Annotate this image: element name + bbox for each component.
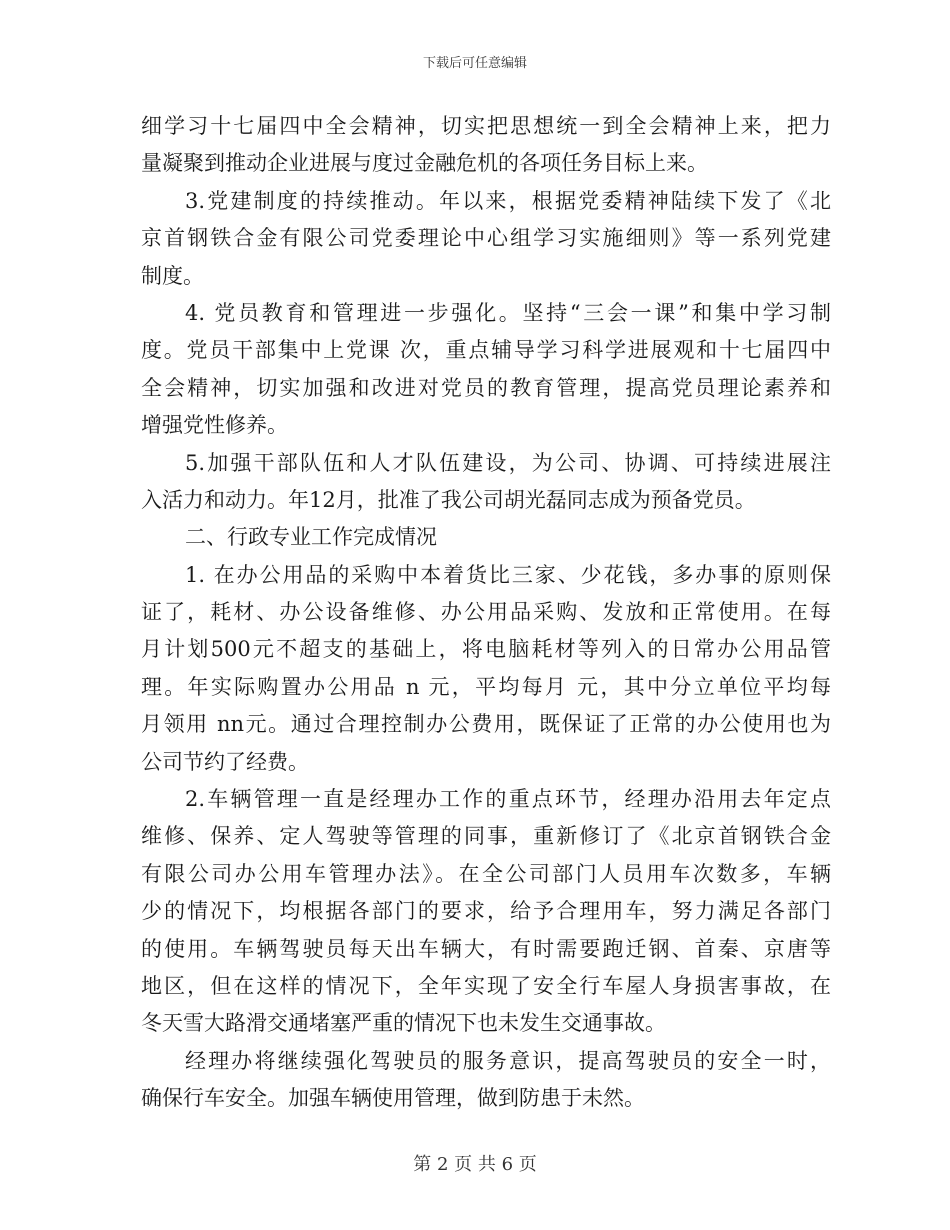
text-line: 全会精神，切实加强和改进对党员的教育管理，提高党员理论素养和 — [141, 375, 831, 400]
text-line: 月领用 nn元。通过合理控制办公费用，既保证了正常的办公使用也为 — [141, 712, 831, 737]
document-body — [141, 108, 831, 1118]
text-line: 证了，耗材、办公设备维修、办公用品采购、发放和正常使用。在每 — [141, 600, 831, 625]
text-line: 入活力和动力。年12月，批准了我公司胡光磊同志成为预备党员。 — [141, 487, 756, 512]
text-line: 3.党建制度的持续推动。年以来，根据党委精神陆续下发了《北 — [185, 188, 831, 213]
text-line: 京首钢铁合金有限公司党委理论中心组学习实施细则》等一系列党建 — [141, 226, 831, 251]
text-line: 月计划500元不超支的基础上，将电脑耗材等列入的日常办公用品管 — [141, 637, 831, 662]
page-header: 下载后可任意编辑 — [422, 56, 527, 71]
text-line: 1. 在办公用品的采购中本着货比三家、少花钱，多办事的原则保 — [185, 562, 831, 587]
text-line: 细学习十七届四中全会精神，切实把思想统一到全会精神上来，把力 — [141, 114, 831, 138]
text-line: 公司节约了经费。 — [141, 749, 309, 774]
text-line: 理。年实际购置办公用品 n 元，平均每月 元，其中分立单位平均每 — [141, 674, 831, 699]
text-line: 量凝聚到推动企业进展与度过金融危机的各项任务目标上来。 — [141, 151, 708, 176]
text-line: 二、行政专业工作完成情况 — [185, 525, 437, 550]
text-line: 5.加强干部队伍和人才队伍建设，为公司、协调、可持续进展注 — [185, 450, 831, 475]
text-line: 度。党员干部集中上党课 次，重点辅导学习科学进展观和十七届四中 — [141, 338, 831, 363]
text-line: 有限公司办公用车管理办法》。在全公司部门人员用车次数多，车辆 — [141, 861, 831, 886]
text-line: 确保行车安全。加强车辆使用管理，做到防患于未然。 — [141, 1086, 645, 1111]
text-line: 的使用。车辆驾驶员每天出车辆大，有时需要跑迁钢、首秦、京唐等 — [141, 936, 831, 961]
text-line: 2.车辆管理一直是经理办工作的重点环节，经理办沿用去年定点 — [185, 787, 831, 812]
text-line: 经理办将继续强化驾驶员的服务意识，提高驾驶员的安全一时， — [185, 1048, 831, 1073]
text-line: 冬天雪大路滑交通堵塞严重的情况下也未发生交通事故。 — [141, 1011, 666, 1036]
text-line: 地区，但在这样的情况下，全年实现了安全行车屋人身损害事故，在 — [141, 973, 831, 998]
text-line: 少的情况下，均根据各部门的要求，给予合理用车，努力满足各部门 — [141, 899, 831, 924]
page-footer: 第 2 页 共 6 页 — [413, 1154, 537, 1175]
text-line: 4. 党员教育和管理进一步强化。坚持“三会一课”和集中学习制 — [185, 300, 831, 325]
text-line: 维修、保养、定人驾驶等管理的同事，重新修订了《北京首钢铁合金 — [141, 824, 831, 849]
text-line: 制度。 — [141, 263, 204, 288]
text-line: 增强党性修养。 — [141, 413, 288, 438]
